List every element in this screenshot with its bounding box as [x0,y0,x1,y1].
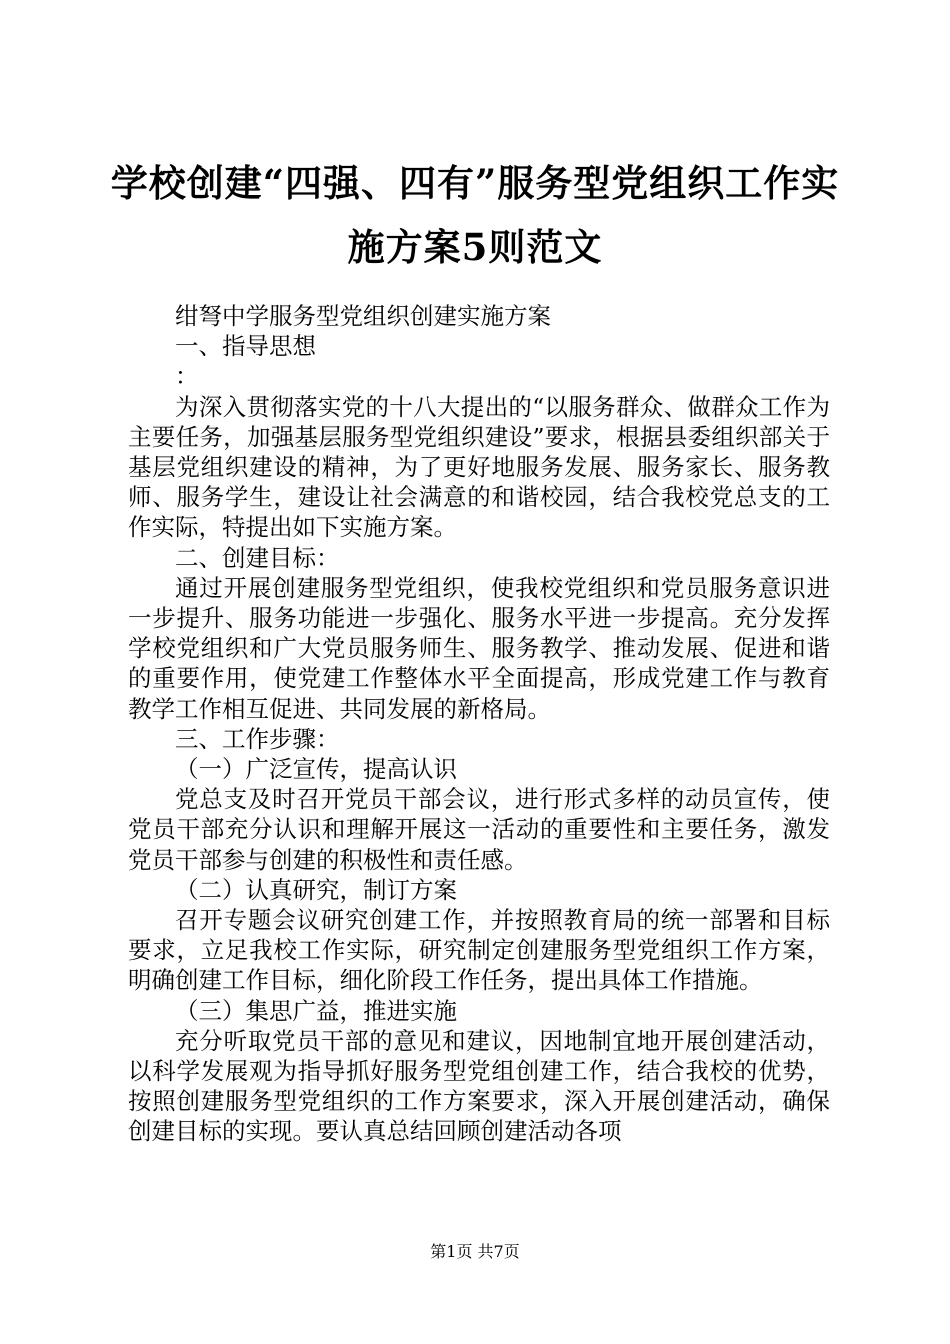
paragraph-colon: ： [175,362,199,391]
paragraph-subtitle: 绀弩中学服务型党组织创建实施方案 [175,302,551,330]
subheading-step-1: （一）广泛宣传，提高认识 [175,755,457,784]
paragraph-step-3: 充分听取党员干部的意见和建议，因地制宜地开展创建活动，以科学发展观为指导抓好服务型党组创建工作，结合我校的优势，按照创建服务型党组织的工作方案要求，深入开展创建活动，确保创建目标的实现。要认真总结回顾创建活动各项 [128,1026,830,1146]
heading-work-steps: 三、工作步骤： [175,724,340,753]
subheading-step-3: （三）集思广益，推进实施 [175,996,457,1025]
page-number-footer: 第1页 共7页 [430,1242,520,1261]
heading-guiding-ideology: 一、指导思想 [175,332,316,361]
document-title-line-2: 施方案5则范文 [347,225,603,269]
paragraph-step-2: 召开专题会议研究创建工作，并按照教育局的统一部署和目标要求，立足我校工作实际，研究制定创建服务型党组织工作方案，明确创建工作目标，细化阶段工作任务，提出具体工作措施。 [128,906,830,995]
paragraph-step-1: 党总支及时召开党员干部会议，进行形式多样的动员宣传，使党员干部充分认识和理解开展这一活动的重要性和主要任务，激发党员干部参与创建的积极性和责任感。 [128,785,830,874]
document-body [128,301,830,1147]
paragraph-goals-text: 通过开展创建服务型党组织，使我校党组织和党员服务意识进一步提升、服务功能进一步强化、服务水平进一步提高。充分发挥学校党组织和广大党员服务师生、服务教学、推动发展、促进和谐的重要作用，使党建工作整体水平全面提高，形成党建工作与教育教学工作相互促进、共同发展的新格局。 [128,573,830,723]
subheading-step-2: （二）认真研究，制订方案 [175,875,457,904]
heading-goals: 二、创建目标： [175,543,340,572]
paragraph-guiding-text: 为深入贯彻落实党的十八大提出的“以服务群众、做群众工作为主要任务，加强基层服务型党组织建设”要求，根据县委组织部关于基层党组织建设的精神，为了更好地服务发展、服务家长、服务教师、服务学生，建设让社会满意的和谐校园，结合我校党总支的工作实际，特提出如下实施方案。 [128,392,830,542]
document-title-line-1: 学校创建“四强、四有”服务型党组织工作实 [110,161,840,205]
